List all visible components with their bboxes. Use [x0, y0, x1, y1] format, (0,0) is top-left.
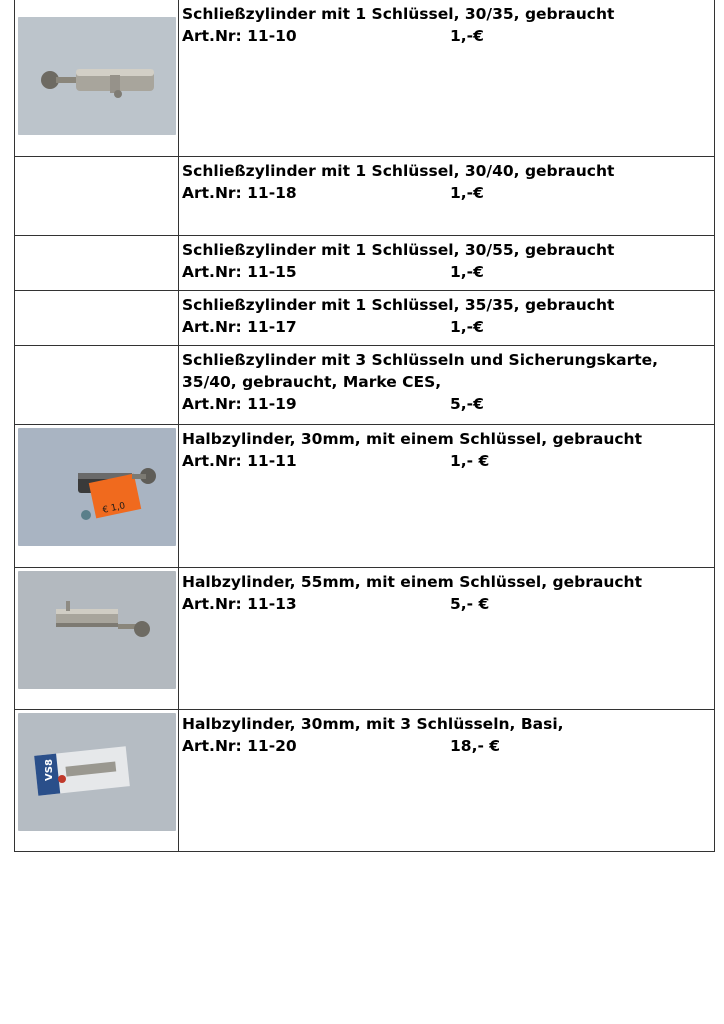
- article-line: [182, 450, 714, 472]
- image-cell: [15, 157, 179, 235]
- item-title: Schließzylinder mit 3 Schlüsseln und Sicherungskarte, 35/40, gebraucht, Marke CES,: [182, 351, 659, 391]
- article-number: Art.Nr: 11-13: [182, 595, 297, 613]
- article-number: Art.Nr: 11-11: [182, 452, 297, 470]
- article-line: [182, 393, 714, 415]
- cylinder-with-key-photo: [18, 17, 176, 135]
- image-cell: [15, 346, 179, 424]
- item-title: Halbzylinder, 30mm, mit einem Schlüssel, gebraucht: [182, 430, 642, 448]
- box-label-text: VS8: [44, 759, 55, 781]
- description-cell: [179, 710, 714, 851]
- article-number: Art.Nr: 11-17: [182, 318, 297, 336]
- table-row: [15, 235, 714, 290]
- image-cell: [15, 425, 179, 567]
- image-cell: [15, 0, 179, 156]
- article-line: [182, 261, 714, 283]
- price: 5,-€: [450, 395, 484, 413]
- image-cell: [15, 568, 179, 709]
- price: 1,-€: [450, 27, 484, 45]
- half-cylinder-55-photo: [18, 571, 176, 689]
- price: 5,- €: [450, 595, 490, 613]
- price: 1,-€: [450, 184, 484, 202]
- table-row: [15, 156, 714, 235]
- article-number: Art.Nr: 11-10: [182, 27, 297, 45]
- article-number: Art.Nr: 11-18: [182, 184, 297, 202]
- article-line: [182, 735, 714, 757]
- image-cell: [15, 710, 179, 851]
- image-cell: [15, 291, 179, 345]
- table-row: [15, 345, 714, 424]
- article-number: Art.Nr: 11-15: [182, 263, 297, 281]
- description-cell: [179, 0, 714, 156]
- description-cell: [179, 425, 714, 567]
- item-title: Schließzylinder mit 1 Schlüssel, 35/35, gebraucht: [182, 296, 615, 314]
- item-title: Schließzylinder mit 1 Schlüssel, 30/35, gebraucht: [182, 5, 615, 23]
- half-cylinder-orange-tag-photo: [18, 428, 176, 546]
- description-cell: [179, 346, 714, 424]
- image-cell: [15, 236, 179, 290]
- price-tag-text: € 1,0: [101, 501, 127, 516]
- description-cell: [179, 568, 714, 709]
- item-title: Halbzylinder, 55mm, mit einem Schlüssel, gebraucht: [182, 573, 642, 591]
- basi-box-photo: [18, 713, 176, 831]
- price: 18,- €: [450, 737, 501, 755]
- article-line: [182, 316, 714, 338]
- table-row: [15, 709, 714, 851]
- article-number: Art.Nr: 11-19: [182, 395, 297, 413]
- article-number: Art.Nr: 11-20: [182, 737, 297, 755]
- item-title: Schließzylinder mit 1 Schlüssel, 30/55, gebraucht: [182, 241, 615, 259]
- item-title: Halbzylinder, 30mm, mit 3 Schlüsseln, Basi,: [182, 715, 564, 733]
- description-cell: [179, 157, 714, 235]
- table-row: [15, 290, 714, 345]
- article-line: [182, 182, 714, 204]
- table-row: [15, 424, 714, 567]
- table-row: [15, 567, 714, 709]
- description-cell: [179, 291, 714, 345]
- price: 1,-€: [450, 263, 484, 281]
- description-cell: [179, 236, 714, 290]
- item-title: Schließzylinder mit 1 Schlüssel, 30/40, gebraucht: [182, 162, 615, 180]
- product-table: [14, 0, 715, 852]
- price: 1,-€: [450, 318, 484, 336]
- table-row: [15, 0, 714, 156]
- price: 1,- €: [450, 452, 490, 470]
- article-line: [182, 593, 714, 615]
- article-line: [182, 25, 714, 47]
